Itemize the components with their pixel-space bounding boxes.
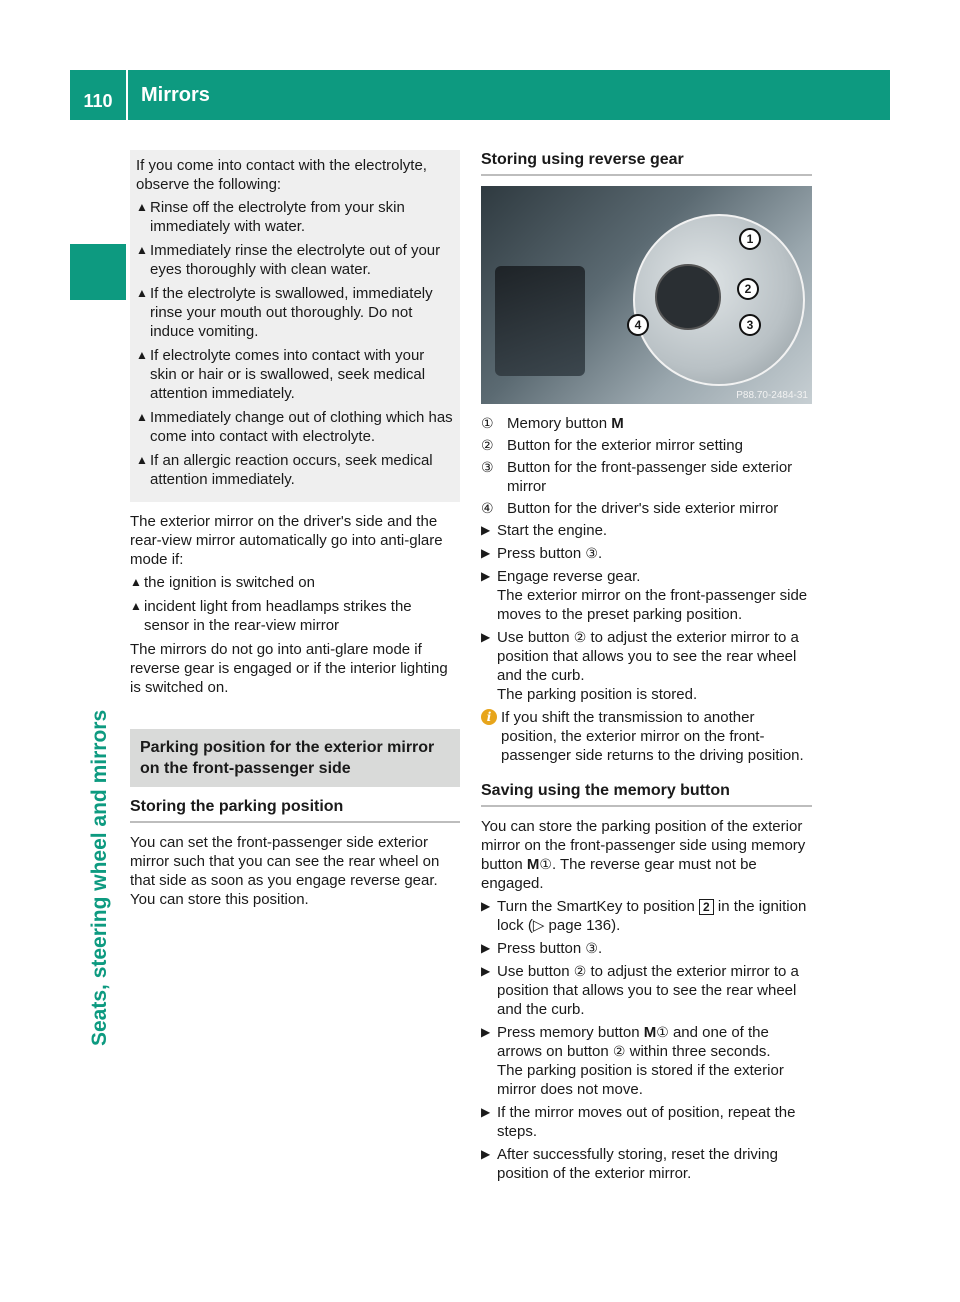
intro-bold: M	[526, 856, 540, 873]
list-item-text: Immediately change out of clothing which has come into contact with electrolyte.	[150, 409, 453, 445]
note-text: If you shift the transmission to another position, the exterior mirror on the front-passenger side returns to the driving position.	[501, 709, 804, 764]
list-item	[136, 346, 454, 403]
bullet-icon: ▲	[136, 243, 148, 257]
step-text: within three seconds.	[625, 1043, 771, 1060]
chapter-marker	[70, 244, 126, 300]
step-arrow-icon: ▶	[481, 523, 491, 537]
step-result: The parking position is stored if the exterior mirror does not move.	[497, 1062, 784, 1098]
step-text: Press button	[497, 940, 586, 957]
step-text: .	[597, 940, 603, 957]
step-arrow-icon: ▶	[481, 569, 491, 583]
legend-item	[481, 414, 812, 433]
legend-text: Memory button	[507, 415, 612, 432]
memory-intro	[481, 817, 812, 893]
step-arrow-icon: ▶	[481, 630, 491, 644]
mirror-controls-photo	[481, 186, 812, 404]
instruction-step	[481, 962, 812, 1019]
step-bold: M	[643, 1024, 657, 1041]
callout-4: 4	[627, 314, 649, 336]
antiglare-list	[130, 573, 460, 635]
step-arrow-icon: ▶	[481, 1105, 491, 1119]
step-text: to adjust the exterior mirror to a position that allows you to see the rear wheel and the curb.	[497, 963, 799, 1018]
right-column	[481, 150, 812, 1187]
step-text: to adjust the exterior mirror to a position that allows you to see the rear wheel and the curb.	[497, 629, 799, 684]
button-ref: ①	[539, 856, 552, 872]
legend-item	[481, 499, 812, 518]
step-text: Turn the SmartKey to position	[497, 898, 700, 915]
instruction-step	[481, 897, 812, 935]
intro-text: You can store the parking position of the exterior mirror on the front-passenger side using memory button	[481, 818, 806, 873]
list-item	[136, 451, 454, 489]
list-item-text: incident light from headlamps strikes the sensor in the rear-view mirror	[144, 598, 412, 634]
left-column	[130, 150, 460, 913]
header-divider	[126, 70, 128, 120]
step-arrow-icon: ▶	[481, 1147, 491, 1161]
legend-number: ③	[481, 459, 494, 475]
list-item	[130, 597, 460, 635]
bullet-icon: ▲	[130, 599, 142, 613]
step-text: .	[597, 545, 603, 562]
step-result: The parking position is stored.	[497, 686, 698, 703]
section-heading-parking: Parking position for the exterior mirror on the front-passenger side	[130, 729, 460, 787]
list-item	[130, 573, 460, 592]
list-item	[136, 408, 454, 446]
legend-item	[481, 458, 812, 496]
list-item-text: If the electrolyte is swallowed, immediately rinse your mouth out thoroughly. Do not induce vomiting.	[150, 285, 433, 340]
warning-list	[136, 198, 454, 489]
key-position-badge: 2	[699, 899, 714, 915]
step-arrow-icon: ▶	[481, 941, 491, 955]
step-result: The exterior mirror on the front-passenger side moves to the preset parking position.	[497, 587, 808, 623]
button-ref: ③	[585, 545, 598, 561]
list-item	[136, 241, 454, 279]
step-text: Use button	[497, 629, 574, 646]
subheading-storing: Storing the parking position	[130, 787, 460, 823]
legend-text: Button for the driver's side exterior mirror	[507, 500, 779, 517]
legend-number: ①	[481, 415, 494, 431]
callout-1: 1	[739, 228, 761, 250]
list-item-text: If electrolyte comes into contact with your skin or hair or is swallowed, seek medical attention immediately.	[150, 347, 426, 402]
step-text: Start the engine.	[497, 522, 608, 539]
page-number: 110	[83, 91, 113, 111]
bullet-icon: ▲	[136, 410, 148, 424]
legend-text: Button for the front-passenger side exterior mirror	[507, 459, 793, 495]
button-ref: ③	[585, 940, 598, 956]
parking-text: You can set the front-passenger side exterior mirror such that you can see the rear wheel on that side as soon as you engage reverse gear. You can store this position.	[130, 834, 440, 908]
step-text: Press button	[497, 545, 586, 562]
bullet-icon: ▲	[136, 348, 148, 362]
legend-bold: M	[611, 415, 624, 432]
step-text: If the mirror moves out of position, repeat the steps.	[497, 1104, 796, 1140]
antiglare-after: The mirrors do not go into anti-glare mode if reverse gear is engaged or if the interior lighting is switched on.	[130, 641, 448, 696]
instruction-step	[481, 1103, 812, 1141]
page-title: Mirrors	[141, 84, 210, 106]
list-item-text: the ignition is switched on	[144, 574, 315, 591]
warning-intro: If you come into contact with the electrolyte, observe the following:	[136, 157, 427, 193]
intro-text: . The reverse gear must not be engaged.	[481, 856, 757, 892]
instruction-step	[481, 521, 812, 540]
step-text: Engage reverse gear.	[497, 568, 641, 585]
list-item-text: Rinse off the electrolyte from your skin immediately with water.	[150, 199, 405, 235]
bullet-icon: ▲	[136, 453, 148, 467]
antiglare-text: The exterior mirror on the driver's side and the rear-view mirror automatically go into anti-glare mode if:	[130, 513, 443, 568]
bullet-icon: ▲	[136, 286, 148, 300]
legend-item	[481, 436, 812, 455]
chapter-title: Seats, steering wheel and mirrors	[88, 709, 111, 1046]
instruction-step	[481, 544, 812, 563]
callout-3: 3	[739, 314, 761, 336]
button-ref: ②	[612, 1043, 626, 1059]
button-ref: ①	[656, 1024, 669, 1040]
legend-text: Button for the exterior mirror setting	[507, 437, 743, 454]
bullet-icon: ▲	[136, 200, 148, 214]
callout-2: 2	[737, 278, 759, 300]
step-arrow-icon: ▶	[481, 899, 491, 913]
step-text: in the ignition lock (	[497, 898, 807, 934]
instruction-step	[481, 1023, 812, 1099]
heading-memory-button: Saving using the memory button	[481, 771, 812, 807]
step-text: Use button	[497, 963, 574, 980]
page-ref-arrow-icon: ▷	[532, 917, 545, 934]
instruction-step	[481, 628, 812, 704]
list-item	[136, 284, 454, 341]
list-item-text: If an allergic reaction occurs, seek medical attention immediately.	[150, 452, 433, 488]
mirror-adjust-pad	[655, 264, 721, 330]
bullet-icon: ▲	[130, 575, 142, 589]
step-text: and one of the arrows on button	[497, 1024, 769, 1060]
step-text: After successfully storing, reset the driving position of the exterior mirror.	[497, 1146, 778, 1182]
electrolyte-warning-box	[130, 150, 460, 502]
list-item	[136, 198, 454, 236]
legend-number: ②	[481, 437, 494, 453]
step-text: Press memory button	[497, 1024, 644, 1041]
step-arrow-icon: ▶	[481, 1025, 491, 1039]
button-ref: ②	[573, 963, 587, 979]
legend-number: ④	[481, 500, 494, 516]
page-ref-link[interactable]: page 136).	[544, 917, 621, 934]
instruction-step	[481, 567, 812, 624]
info-note	[481, 708, 812, 765]
instruction-step	[481, 1145, 812, 1183]
step-arrow-icon: ▶	[481, 546, 491, 560]
info-icon: i	[481, 709, 497, 725]
heading-reverse-gear: Storing using reverse gear	[481, 150, 812, 176]
list-item-text: Immediately rinse the electrolyte out of your eyes thoroughly with clean water.	[150, 242, 441, 278]
button-ref: ②	[573, 629, 587, 645]
door-panel	[495, 266, 585, 376]
instruction-step	[481, 939, 812, 958]
step-arrow-icon: ▶	[481, 964, 491, 978]
figure-code: P88.70-2484-31	[736, 390, 808, 401]
